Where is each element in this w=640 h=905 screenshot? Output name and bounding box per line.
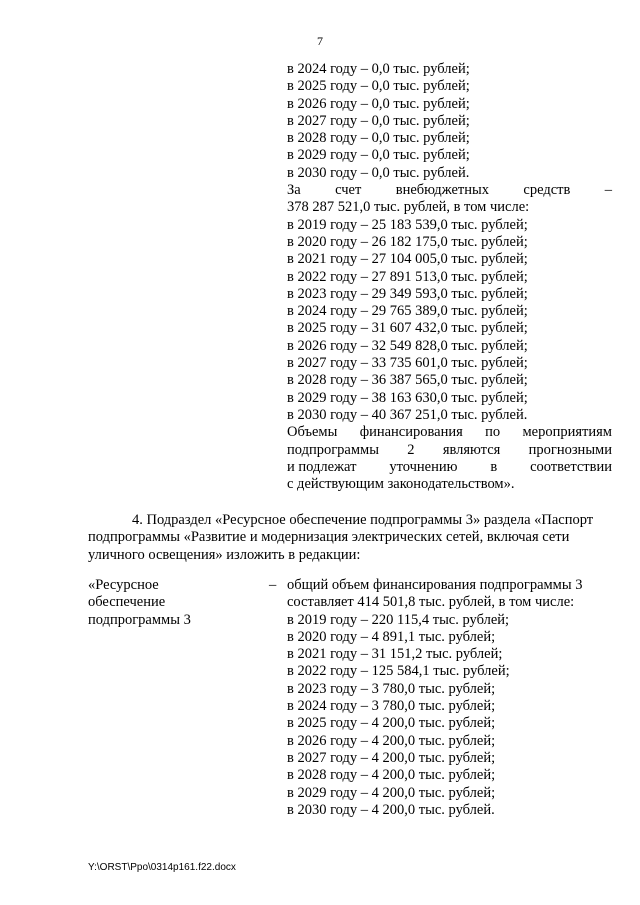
year-line: в 2029 году – 0,0 тыс. рублей; bbox=[287, 147, 470, 164]
forecast-note bbox=[287, 424, 612, 493]
year-line: в 2022 году – 27 891 513,0 тыс. рублей; bbox=[287, 268, 528, 285]
year-line: в 2020 году – 4 891,1 тыс. рублей; bbox=[287, 628, 496, 645]
year-line: в 2021 году – 27 104 005,0 тыс. рублей; bbox=[287, 251, 528, 268]
year-line: в 2030 году – 0,0 тыс. рублей. bbox=[287, 164, 470, 181]
year-line: в 2024 году – 0,0 тыс. рублей; bbox=[287, 61, 470, 77]
file-path-footer: Y:\ORST\Ppo\0314p161.f22.docx bbox=[88, 862, 236, 873]
amendment-paragraph bbox=[88, 512, 612, 564]
year-line: в 2022 году – 125 584,1 тыс. рублей; bbox=[287, 663, 510, 680]
total-line: составляет 414 501,8 тыс. рублей, в том числе: bbox=[287, 594, 575, 611]
year-line: в 2025 году – 4 200,0 тыс. рублей; bbox=[287, 715, 496, 732]
year-line: в 2024 году – 29 765 389,0 тыс. рублей; bbox=[287, 303, 528, 320]
year-line: в 2023 году – 3 780,0 тыс. рублей; bbox=[287, 680, 496, 697]
extrabudget-total: 378 287 521,0 тыс. рублей, в том числе: bbox=[287, 199, 530, 216]
year-line: в 2020 году – 26 182 175,0 тыс. рублей; bbox=[287, 233, 528, 250]
year-line: в 2028 году – 0,0 тыс. рублей; bbox=[287, 130, 470, 147]
note-line: Объемы финансирования по мероприятиям bbox=[287, 424, 612, 441]
year-line: в 2027 году – 33 735 601,0 тыс. рублей; bbox=[287, 355, 528, 372]
year-line: в 2026 году – 0,0 тыс. рублей; bbox=[287, 95, 470, 112]
year-line: в 2028 году – 36 387 565,0 тыс. рублей; bbox=[287, 372, 528, 389]
year-line: в 2027 году – 0,0 тыс. рублей; bbox=[287, 112, 470, 129]
budget-years-list bbox=[287, 61, 612, 182]
label-dash: – bbox=[269, 577, 277, 593]
year-line: в 2019 году – 25 183 539,0 тыс. рублей; bbox=[287, 216, 528, 233]
year-line: в 2028 году – 4 200,0 тыс. рублей; bbox=[287, 767, 496, 784]
year-line: в 2030 году – 40 367 251,0 тыс. рублей. bbox=[287, 406, 528, 423]
paragraph-line: уличного освещения» изложить в редакции: bbox=[88, 546, 361, 563]
paragraph-line: подпрограммы «Развитие и модернизация электрических сетей, включая сети bbox=[88, 529, 570, 546]
year-line: в 2019 году – 220 115,4 тыс. рублей; bbox=[287, 611, 510, 628]
year-line: в 2029 году – 38 163 630,0 тыс. рублей; bbox=[287, 389, 528, 406]
extrabudget-heading: За счет внебюджетных средств – bbox=[287, 182, 612, 199]
resource-label: «Ресурсное обеспечение подпрограммы 3 bbox=[88, 577, 191, 628]
year-line: в 2021 году – 31 151,2 тыс. рублей; bbox=[287, 646, 503, 663]
note-line: подпрограммы 2 являются прогнозными bbox=[287, 441, 612, 458]
year-line: в 2025 году – 0,0 тыс. рублей; bbox=[287, 78, 470, 95]
year-line: в 2027 году – 4 200,0 тыс. рублей; bbox=[287, 749, 496, 766]
subprogram3-years-list bbox=[287, 612, 612, 820]
year-line: в 2029 году – 4 200,0 тыс. рублей; bbox=[287, 784, 496, 801]
year-line: в 2025 году – 31 607 432,0 тыс. рублей; bbox=[287, 320, 528, 337]
year-line: в 2026 году – 4 200,0 тыс. рублей; bbox=[287, 732, 496, 749]
extrabudget-years-list bbox=[287, 217, 612, 425]
year-line: в 2023 году – 29 349 593,0 тыс. рублей; bbox=[287, 285, 528, 302]
paragraph-line: 4. Подраздел «Ресурсное обеспечение подпрограммы 3» раздела «Паспорт bbox=[132, 512, 594, 528]
note-line: с действующим законодательством». bbox=[287, 476, 515, 493]
total-line: общий объем финансирования подпрограммы 3 bbox=[287, 577, 583, 593]
year-line: в 2030 году – 4 200,0 тыс. рублей. bbox=[287, 801, 495, 818]
page-number: 7 bbox=[317, 34, 323, 48]
year-line: в 2026 году – 32 549 828,0 тыс. рублей; bbox=[287, 337, 528, 354]
subprogram3-funding-block bbox=[287, 577, 612, 819]
funding-continuation-block bbox=[287, 61, 612, 493]
note-line: и подлежат уточнению в соответствии bbox=[287, 458, 612, 475]
year-line: в 2024 году – 3 780,0 тыс. рублей; bbox=[287, 698, 496, 715]
